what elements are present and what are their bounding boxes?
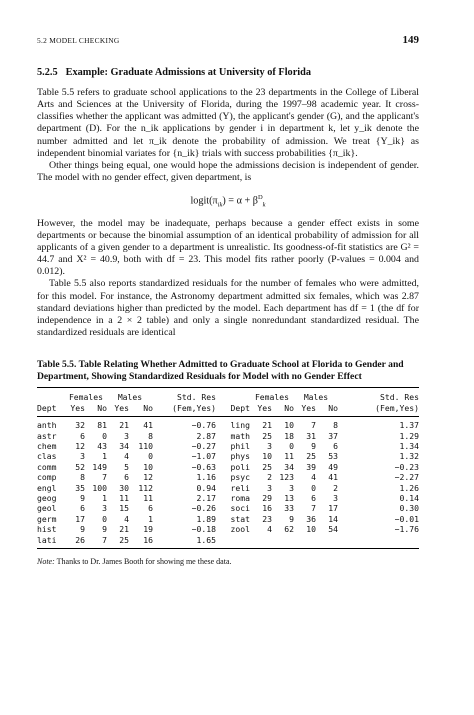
table-row: [37, 503, 419, 513]
table-cell: 11: [284, 451, 294, 462]
table-cell: 8: [148, 430, 153, 441]
table-cell: 0: [289, 441, 294, 452]
logit-equation: [37, 194, 419, 208]
table-row: [37, 441, 419, 451]
table-cell: 0: [148, 451, 153, 462]
table-cell: 5: [124, 461, 129, 472]
dept-cell: hist: [37, 524, 57, 535]
table-cell: 14: [328, 513, 338, 524]
table-cell: −1.76: [394, 524, 419, 535]
table-cell: 31: [306, 430, 316, 441]
table-cell: −1.07: [191, 451, 216, 462]
dept-cell: poli: [230, 461, 250, 472]
table-cell: 1: [102, 493, 107, 504]
table-cell: −0.26: [191, 503, 216, 514]
table-cell: 9: [102, 524, 107, 535]
header-cell: [37, 388, 65, 402]
table-cell: −2.27: [394, 472, 419, 483]
table-cell: 26: [75, 534, 85, 545]
equation-beta-superscript: D: [257, 194, 263, 202]
running-head-title: 5.2 MODEL CHECKING: [37, 36, 120, 45]
table-cell: 17: [75, 513, 85, 524]
header-cell: (Fem,Yes): [338, 403, 419, 417]
dept-cell: engl: [37, 482, 57, 493]
table-cell: 30: [119, 482, 129, 493]
table-cell: 10: [262, 451, 272, 462]
table-cell: 123: [279, 472, 294, 483]
table-cell: 15: [119, 503, 129, 514]
dept-cell: zool: [230, 524, 250, 535]
table-cell: 81: [97, 420, 107, 431]
header-cell: Yes: [250, 403, 272, 417]
table-cell: 1.16: [196, 472, 216, 483]
table-cell: −0.18: [191, 524, 216, 535]
table-cell: 1.34: [399, 441, 419, 452]
table-cell: 1: [102, 451, 107, 462]
table-body: [37, 417, 419, 548]
table-cell: 7: [311, 420, 316, 431]
table-cell: 17: [328, 503, 338, 514]
header-row-groups: [37, 388, 419, 402]
table-cell: 1.65: [196, 534, 216, 545]
table-cell: 0: [102, 513, 107, 524]
table-cell: 10: [284, 420, 294, 431]
section-title: Example: Graduate Admissions at University of Florida: [65, 67, 312, 78]
section-heading: [37, 67, 419, 78]
dept-cell: ling: [230, 420, 250, 431]
dept-cell: astr: [37, 430, 57, 441]
table-cell: 16: [143, 534, 153, 545]
header-cell: Yes: [294, 403, 316, 417]
table-cell: 54: [328, 524, 338, 535]
section-number: 5.2.5: [37, 67, 58, 78]
table-note: [37, 557, 419, 566]
paragraph-3: However, the model may be inadequate, perhaps because a gender effect exists in some departments or because the binomial assumption of an identical probability of admission for all applicants of a given gender to a department is unrealistic. Its goodness-of-fit statistics are G² = 44.7 and X² = 40.9, both with df = 23. This model fits rather poorly (P-values = 0.004 and 0.012).: [37, 217, 419, 278]
dept-cell: comm: [37, 461, 57, 472]
table-cell: 2: [333, 482, 338, 493]
table-cell: 2: [267, 472, 272, 483]
table-cell: 4: [124, 451, 129, 462]
table-cell: 32: [75, 420, 85, 431]
paragraph-1: Table 5.5 refers to graduate school applications to the 23 departments in the College of Liberal Arts and Sciences at the University of Florida, during the 1997–98 academic year. It cross-classifies whether the applicant was admitted (Y), the applicant's gender (G), and the applicant's department (D). For the n_ik applications by gender i in department k, let y_ik denote the number admitted and let π_ik denote the probability of admission. We treat {Y_ik} as independent binomial variates for {n_ik} trials with success probabilities {π_ik}.: [37, 87, 419, 159]
table-cell: 1.26: [399, 482, 419, 493]
table-cell: 12: [143, 472, 153, 483]
table-cell: 13: [284, 493, 294, 504]
table-cell: 9: [80, 493, 85, 504]
header-cell: No: [272, 403, 294, 417]
header-dept-right: Dept: [216, 403, 250, 417]
admissions-table: [37, 388, 419, 548]
dept-cell: lati: [37, 534, 57, 545]
table-cell: 7: [102, 534, 107, 545]
table-cell: 3: [289, 482, 294, 493]
header-cell: Yes: [107, 403, 129, 417]
table-cell: 35: [75, 482, 85, 493]
table-cell: 39: [306, 461, 316, 472]
table-cell: 6: [148, 503, 153, 514]
table-cell: 10: [143, 461, 153, 472]
table-cell: 37: [328, 430, 338, 441]
page: [37, 34, 419, 566]
table-caption: Table 5.5. Table Relating Whether Admitted to Graduate School at Florida to Gender and Department, Showing Standardized Residuals for Model with no Gender Effect: [37, 359, 404, 382]
table-row: [37, 472, 419, 482]
table-cell: 33: [284, 503, 294, 514]
paragraph-4: Table 5.5 also reports standardized residuals for the number of females who were admitted, for this model. For instance, the Astronomy department admitted six females, which was 2.87 standard deviations higher than predicted by the model. Each department has df = 1 (the df for independence in a 2 × 2 table) and only a single nonredundant standardized residual. The standardized residuals are identical: [37, 278, 419, 339]
table-row: [37, 431, 419, 441]
table-cell: 0: [311, 482, 316, 493]
table-cell: [316, 535, 338, 548]
table-cell: 9: [80, 524, 85, 535]
table-cell: 1.29: [399, 430, 419, 441]
table-cell: 3: [80, 451, 85, 462]
table-cell: 1.37: [399, 420, 419, 431]
table-cell: 3: [102, 503, 107, 514]
table-cell: 25: [119, 534, 129, 545]
header-row-columns: [37, 403, 419, 417]
table-cell: 11: [143, 493, 153, 504]
table-cell: 29: [262, 493, 272, 504]
header-cell: [216, 388, 250, 402]
dept-cell: geog: [37, 493, 57, 504]
dept-cell: math: [230, 430, 250, 441]
table-cell: 43: [97, 441, 107, 452]
table-cell: 36: [306, 513, 316, 524]
page-number: 149: [402, 34, 419, 46]
table-cell: 1.89: [196, 513, 216, 524]
table-cell: [338, 535, 419, 548]
header-cell: No: [85, 403, 107, 417]
note-label: Note:: [37, 557, 55, 567]
header-cell: No: [316, 403, 338, 417]
table-cell: −0.63: [191, 461, 216, 472]
table-cell: 52: [75, 461, 85, 472]
dept-cell: germ: [37, 513, 57, 524]
dept-cell: phys: [230, 451, 250, 462]
table-cell: [294, 535, 316, 548]
table-cell: [272, 535, 294, 548]
table-cell: 2.17: [196, 493, 216, 504]
header-stdres-left: Std. Res: [177, 392, 216, 403]
table-cell: 41: [143, 420, 153, 431]
table-row: [37, 535, 419, 548]
table-cell: 21: [119, 524, 129, 535]
table-row: [37, 462, 419, 472]
table-cell: −0.23: [394, 461, 419, 472]
equation-lhs: logit(π: [190, 195, 218, 207]
dept-cell: anth: [37, 420, 57, 431]
dept-cell: roma: [230, 493, 250, 504]
table-cell: 1.32: [399, 451, 419, 462]
equation-lhs-subscript: ik: [217, 201, 223, 209]
table-cell: 110: [138, 441, 153, 452]
table-row: [37, 493, 419, 503]
table-cell: 34: [284, 461, 294, 472]
table-cell: 100: [92, 482, 107, 493]
table-cell: 53: [328, 451, 338, 462]
table-cell: [250, 535, 272, 548]
table-cell: 0.30: [399, 503, 419, 514]
table-cell: 3: [333, 493, 338, 504]
table-cell: 0.14: [399, 493, 419, 504]
table-cell: 7: [311, 503, 316, 514]
table-cell: 0.94: [196, 482, 216, 493]
dept-cell: comp: [37, 472, 57, 483]
table-cell: 25: [262, 430, 272, 441]
header-males-left: Males: [117, 392, 143, 403]
table-cell: −0.76: [191, 420, 216, 431]
table-cell: 6: [80, 503, 85, 514]
dept-cell: [216, 535, 250, 548]
header-stdres-right: Std. Res: [380, 392, 419, 403]
table-cell: 11: [119, 493, 129, 504]
dept-cell: psyc: [230, 472, 250, 483]
dept-cell: clas: [37, 451, 57, 462]
dept-cell: soci: [230, 503, 250, 514]
table-row: [37, 514, 419, 524]
table-cell: 21: [262, 420, 272, 431]
dept-cell: phil: [230, 441, 250, 452]
table-row: [37, 417, 419, 431]
table-cell: 62: [284, 524, 294, 535]
table-cell: 12: [75, 441, 85, 452]
header-males-right: Males: [303, 392, 329, 403]
header-cell: (Fem,Yes): [153, 403, 216, 417]
header-cell: Yes: [65, 403, 85, 417]
note-text: Thanks to Dr. James Booth for showing me these data.: [54, 557, 232, 567]
table-row: [37, 483, 419, 493]
dept-cell: stat: [230, 513, 250, 524]
table-cell: 3: [267, 441, 272, 452]
table-cell: 112: [138, 482, 153, 493]
table-row: [37, 451, 419, 461]
header-cell: No: [129, 403, 153, 417]
header-females-right: Females: [254, 392, 290, 403]
table-cell: 25: [306, 451, 316, 462]
table-cell: 1: [148, 513, 153, 524]
table-cell: 4: [267, 524, 272, 535]
table-cell: 34: [119, 441, 129, 452]
table-row: [37, 524, 419, 534]
table-cell: 2.87: [196, 430, 216, 441]
table-cell: 0: [102, 430, 107, 441]
table-cell: −0.01: [394, 513, 419, 524]
table-cell: 19: [143, 524, 153, 535]
table-cell: 23: [262, 513, 272, 524]
table-bottom-rule: [37, 548, 419, 549]
table-cell: 6: [333, 441, 338, 452]
table-cell: 16: [262, 503, 272, 514]
table-cell: 10: [306, 524, 316, 535]
paragraph-2: Other things being equal, one would hope the admissions decision is independent of gender. The model with no gender effect, given department, is: [37, 159, 419, 184]
dept-cell: geol: [37, 503, 57, 514]
table-cell: 9: [289, 513, 294, 524]
table-cell: 8: [80, 472, 85, 483]
header-females-left: Females: [68, 392, 104, 403]
table-cell: 8: [333, 420, 338, 431]
table-cell: 7: [102, 472, 107, 483]
equation-rhs: ) = α + β: [222, 195, 258, 207]
table-cell: 41: [328, 472, 338, 483]
table-cell: 3: [267, 482, 272, 493]
table-cell: 18: [284, 430, 294, 441]
table-cell: 149: [92, 461, 107, 472]
table-cell: 6: [124, 472, 129, 483]
table-cell: 4: [311, 472, 316, 483]
table-cell: 6: [80, 430, 85, 441]
header-dept-left: Dept: [37, 403, 65, 417]
table-cell: 3: [124, 430, 129, 441]
table-cell: 9: [311, 441, 316, 452]
table-cell: 49: [328, 461, 338, 472]
table-cell: 21: [119, 420, 129, 431]
equation-beta-subscript: k: [262, 201, 266, 209]
table-cell: 6: [311, 493, 316, 504]
running-head: [37, 34, 419, 48]
table-cell: 25: [262, 461, 272, 472]
dept-cell: chem: [37, 441, 57, 452]
table-cell: −0.27: [191, 441, 216, 452]
table-cell: 4: [124, 513, 129, 524]
dept-cell: reli: [230, 482, 250, 493]
